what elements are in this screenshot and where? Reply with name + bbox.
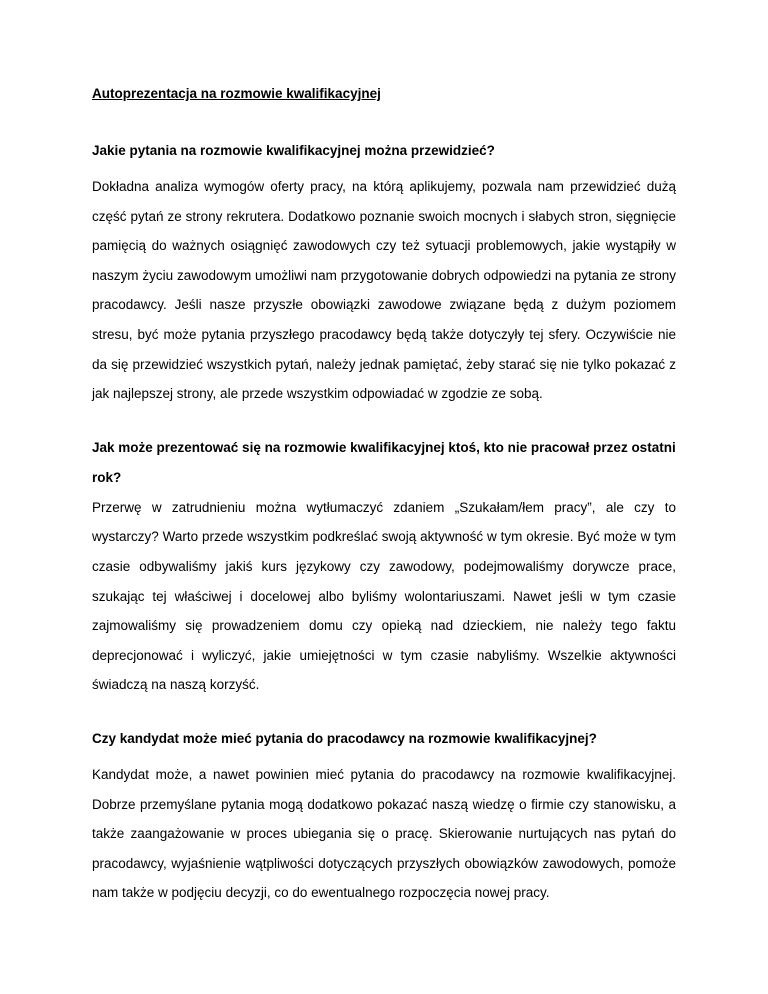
section-paragraph-candidate-questions: Kandydat może, a nawet powinien mieć pytania do pracodawcy na rozmowie kwalifikacyjnej. Dobrze przemyślane pytania mogą dodatkowo pokazać naszą wiedzę o firmie czy stanowisku, a także zaangażowanie w proces ubiegania się o pracę. Skierowanie nurtujących nas pytań do pracodawcy, wyjaśnienie wątpliwości dotyczących przyszłych obowiązków zawodowych, pomoże nam także w podjęciu decyzji, co do ewentualnego rozpoczęcia nowej pracy. [92, 766, 676, 901]
document-content [92, 84, 676, 908]
section-heading-questions-prediction: Jakie pytania na rozmowie kwalifikacyjnej można przewidzieć? [92, 143, 495, 158]
section-paragraph-employment-gap: Przerwę w zatrudnieniu można wytłumaczyć zdaniem „Szukałam/łem pracy”, ale czy to wystarczy? Warto przede wszystkim podkreślać swoją aktywność w tym okresie. Być może w tym czasie odbywaliśmy jakiś kurs językowy czy zawodowy, podejmowaliśmy dorywcze prace, szukając tej właściwej i docelowej albo byliśmy wolontariuszami. Nawet jeśli w tym czasie zajmowaliśmy się prowadzeniem domu czy opieką nad dzieckiem, nie należy tego faktu deprecjonować i wyliczyć, jakie umiejętności w tym czasie nabyliśmy. Wszelkie aktywności świadczą na naszą korzyść. [92, 499, 676, 693]
section-paragraph-questions-prediction: Dokładna analiza wymogów oferty pracy, na którą aplikujemy, pozwala nam przewidzieć dużą część pytań ze strony rekrutera. Dodatkowo poznanie swoich mocnych i słabych stron, sięgnięcie pamięcią do ważnych osiągnięć zawodowych czy też sytuacji problemowych, jakie wystąpiły w naszym życiu zawodowym umożliwi nam przygotowanie dobrych odpowiedzi na pytania ze strony pracodawcy. Jeśli nasze przyszłe obowiązki zawodowe związane będą z dużym poziomem stresu, być może pytania przyszłego pracodawcy będą także dotyczyły tej sfery. Oczywiście nie da się przewidzieć wszystkich pytań, należy jednak pamiętać, żeby starać się nie tylko pokazać z jak najlepszej strony, ale przede wszystkim odpowiadać w zgodzie ze sobą. [92, 179, 676, 402]
section-heading-candidate-questions: Czy kandydat może mieć pytania do pracodawcy na rozmowie kwalifikacyjnej? [92, 730, 597, 746]
document-title: Autoprezentacja na rozmowie kwalifikacyjnej [92, 86, 381, 101]
section-heading-employment-gap: Jak może prezentować się na rozmowie kwalifikacyjnej ktoś, kto nie pracował przez ostatni rok? [92, 439, 676, 485]
